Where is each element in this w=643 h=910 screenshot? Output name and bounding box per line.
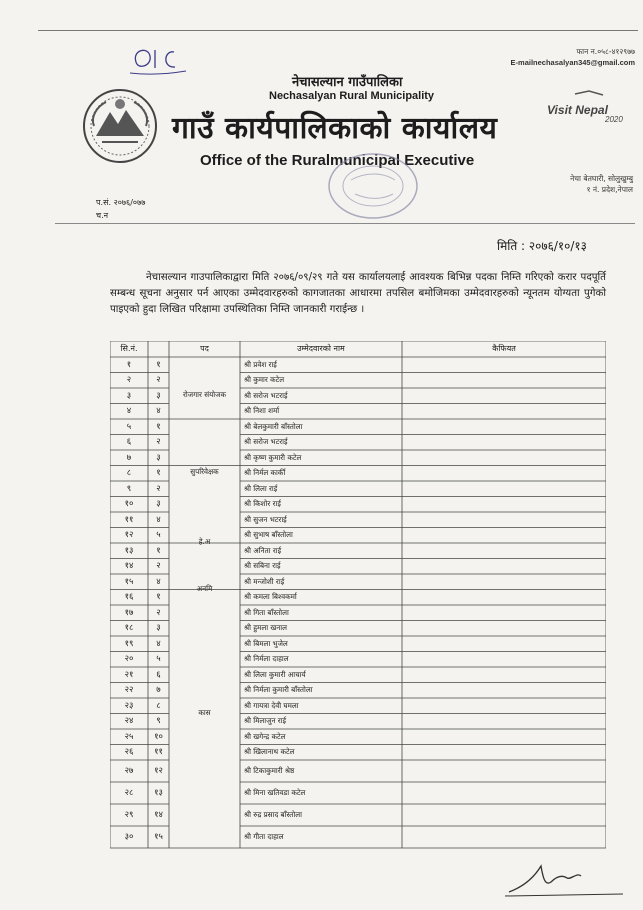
candidate-name: श्री खगेन्द्र कटेल: [244, 731, 286, 741]
serial-number: ६: [126, 437, 132, 448]
header-candidate-name: उम्मेदवारको नाम: [297, 344, 345, 353]
candidate-name: श्री गिता बाँस्तोला: [244, 607, 289, 617]
post-serial-number: १५: [154, 832, 163, 842]
visit-nepal-logo: [545, 90, 640, 124]
post-title: सुपरिवेक्षक: [190, 467, 219, 477]
serial-number: १७: [124, 607, 134, 618]
candidate-name: श्री निर्मला दाहाल: [244, 654, 289, 664]
header-post: पद: [200, 344, 209, 353]
candidate-name: श्री सुजन भटराई: [244, 514, 287, 524]
candidate-name: श्री कृष्ण कुमारी कटेल: [244, 452, 302, 462]
post-serial-number: ११: [154, 747, 163, 758]
candidate-name: श्री कुमार कटेल: [244, 375, 285, 385]
post-title: हे.अ: [198, 537, 211, 546]
serial-number: ८: [126, 468, 132, 479]
municipality-name-english: Nechasalyan Rural Municipality: [269, 90, 435, 102]
candidate-name: श्री खिलानाथ कटेल: [244, 747, 295, 757]
candidate-name: श्री लिला राई: [244, 483, 278, 493]
candidate-name: श्री सबिना राई: [244, 561, 281, 571]
address-line-1: नेचा बेतघारी, सोलुखुम्बु: [570, 174, 633, 183]
candidate-name: श्री बिमला भुजेल: [244, 638, 288, 648]
reference-number: प.सं. २०७६/०७७: [96, 198, 146, 207]
top-divider: [38, 30, 638, 31]
serial-number: १४: [124, 561, 134, 572]
office-stamp: [325, 150, 421, 222]
candidate-table: [110, 341, 606, 857]
post-serial-number: ३: [156, 623, 161, 634]
post-serial-number: ३: [156, 499, 161, 510]
candidate-name: श्री निर्मला कुमारी बाँस्तोला: [244, 685, 313, 695]
visit-nepal-text: Visit Nepal: [547, 103, 608, 117]
handwritten-oic-text: OIC: [128, 40, 130, 41]
serial-number: २: [126, 375, 132, 386]
notice-body-text: नेचासल्यान गाउपालिकाद्वारा मिति २०७६/०९/२९ गते यस कार्यालयलाई आवश्यक बिभिन्न पदका निम्ति गरिएको करार पदपूर्ति सम्बन्ध सूचना अनुसार पर्न आएका उम्मेदवारहरुको कागजातका आधारमा तपसिल बमोजिमका उम्मेदवारहरुको न्यूनतम योग्यता पुगेको पाइएको हुदा लिखित परिक्षामा उपस्थितिका निम्ति जानकारी गराईन्छ ।: [110, 272, 606, 315]
candidate-name: श्री निर्मल कार्की: [244, 468, 286, 478]
post-serial-number: ४: [156, 638, 161, 649]
candidate-name: श्री टिकाकुमारी श्रेष्ठ: [244, 766, 295, 775]
email-address: E-mailnechasalyan345@gmail.com: [510, 58, 635, 67]
header-serial: सि.नं.: [120, 344, 138, 353]
candidate-name: श्री लिला कुमारी आचार्य: [244, 669, 306, 679]
post-serial-number: १४: [154, 810, 163, 820]
post-serial-number: ४: [156, 406, 161, 417]
header-divider: [55, 223, 635, 224]
serial-number: २५: [124, 731, 134, 742]
serial-number: २३: [124, 700, 134, 711]
serial-number: २८: [124, 788, 134, 798]
office-title-english: Office of the Ruralmunicipal Executive: [200, 152, 475, 169]
candidate-name: श्री सुभाष बाँस्तोला: [244, 530, 293, 540]
candidate-name: श्री सरोज भटराई: [244, 437, 288, 447]
serial-number: ३: [126, 390, 132, 401]
serial-number: २१: [124, 669, 134, 680]
serial-number: २२: [124, 685, 134, 696]
municipality-name-nepali: नेचासल्यान गाउँपालिका: [292, 75, 403, 90]
candidate-name: श्री कमला बिश्वकर्मा: [244, 592, 297, 602]
serial-number: ४: [126, 406, 132, 417]
post-serial-number: ४: [156, 576, 161, 587]
serial-number: ९: [126, 483, 132, 494]
post-serial-number: ९: [156, 716, 161, 727]
serial-number: २४: [124, 716, 134, 727]
post-serial-number: १२: [154, 766, 163, 776]
candidate-name: श्री सरोज भटराई: [244, 390, 288, 400]
post-serial-number: ४: [156, 514, 161, 525]
post-serial-number: १: [156, 468, 161, 479]
serial-number: १५: [124, 576, 134, 587]
candidate-name: श्री गीता दाहाल: [244, 832, 284, 841]
serial-number: २७: [124, 766, 134, 776]
post-serial-number: १: [156, 545, 161, 556]
post-serial-number: २: [156, 607, 161, 618]
office-title-nepali: गाउँ कार्यपालिकाको कार्यालय: [172, 111, 498, 146]
signature: [505, 858, 625, 898]
serial-number: २६: [124, 747, 134, 758]
contact-block: [511, 46, 635, 68]
serial-number: १०: [124, 499, 134, 510]
post-serial-number: २: [156, 437, 161, 448]
serial-number: १२: [124, 530, 134, 541]
post-serial-number: ५: [156, 530, 161, 541]
post-serial-number: १: [156, 359, 161, 370]
candidate-name: श्री मिना खतिवडा कटेल: [244, 788, 306, 797]
serial-number: १३: [124, 545, 134, 556]
post-serial-number: ५: [156, 654, 161, 665]
candidate-name: श्री किशोर राई: [244, 499, 281, 509]
handwritten-oic-mark: [128, 40, 188, 80]
serial-number: ७: [126, 452, 132, 463]
table-grid: [110, 341, 606, 857]
post-serial-number: २: [156, 375, 161, 386]
candidate-name: श्री मिलाजुन राई: [244, 716, 287, 726]
address-line-2: १ नं. प्रदेश,नेपाल: [586, 185, 633, 194]
post-serial-number: १: [156, 421, 161, 432]
post-title: अनमि: [196, 583, 213, 593]
serial-number: ३०: [124, 832, 134, 842]
address-block: [570, 173, 633, 195]
post-serial-number: ७: [156, 685, 161, 696]
letter-date: मिति : २०७६/१०/१३: [497, 239, 587, 253]
candidate-name: श्री गायत्रा देवी घमला: [244, 700, 299, 710]
post-serial-number: ८: [156, 700, 161, 711]
dispatch-number: च.न: [96, 211, 109, 220]
header-remarks: कैफियत: [492, 344, 516, 353]
phone-number: फान न.०५८-४१२९७७: [576, 47, 635, 56]
candidate-name: श्री प्रवेश राई: [244, 359, 277, 369]
government-emblem: [80, 86, 160, 166]
post-serial-number: ३: [156, 390, 161, 401]
serial-number: १६: [124, 592, 134, 603]
post-serial-number: ६: [156, 669, 161, 680]
post-serial-number: १०: [154, 731, 163, 742]
candidate-name: श्री निशा शर्मा: [244, 406, 280, 416]
post-serial-number: २: [156, 561, 161, 572]
post-serial-number: २: [156, 483, 161, 494]
serial-number: २९: [124, 810, 134, 820]
post-title: कास: [198, 707, 211, 717]
serial-number: १९: [124, 638, 134, 649]
candidate-name: श्री मन्जोशी राई: [244, 576, 285, 586]
visit-nepal-year: 2020: [605, 115, 623, 124]
post-serial-number: ३: [156, 452, 161, 463]
serial-number: २०: [124, 654, 134, 665]
reference-block: [96, 196, 145, 222]
serial-number: ११: [124, 514, 134, 525]
candidate-name: श्री बेलकुमारी बाँस्तोला: [244, 421, 303, 431]
serial-number: १८: [124, 623, 134, 634]
post-serial-number: १३: [154, 788, 163, 798]
serial-number: १: [126, 359, 132, 370]
candidate-name: श्री अनिता राई: [244, 545, 282, 555]
candidate-name: श्री हुमला खनाल: [244, 623, 287, 633]
serial-number: ५: [126, 421, 132, 432]
candidate-name: श्री रुद्र प्रसाद बाँस्तोला: [244, 810, 303, 819]
post-title: रोजगार संयोजक: [182, 389, 226, 399]
post-serial-number: १: [156, 592, 161, 603]
